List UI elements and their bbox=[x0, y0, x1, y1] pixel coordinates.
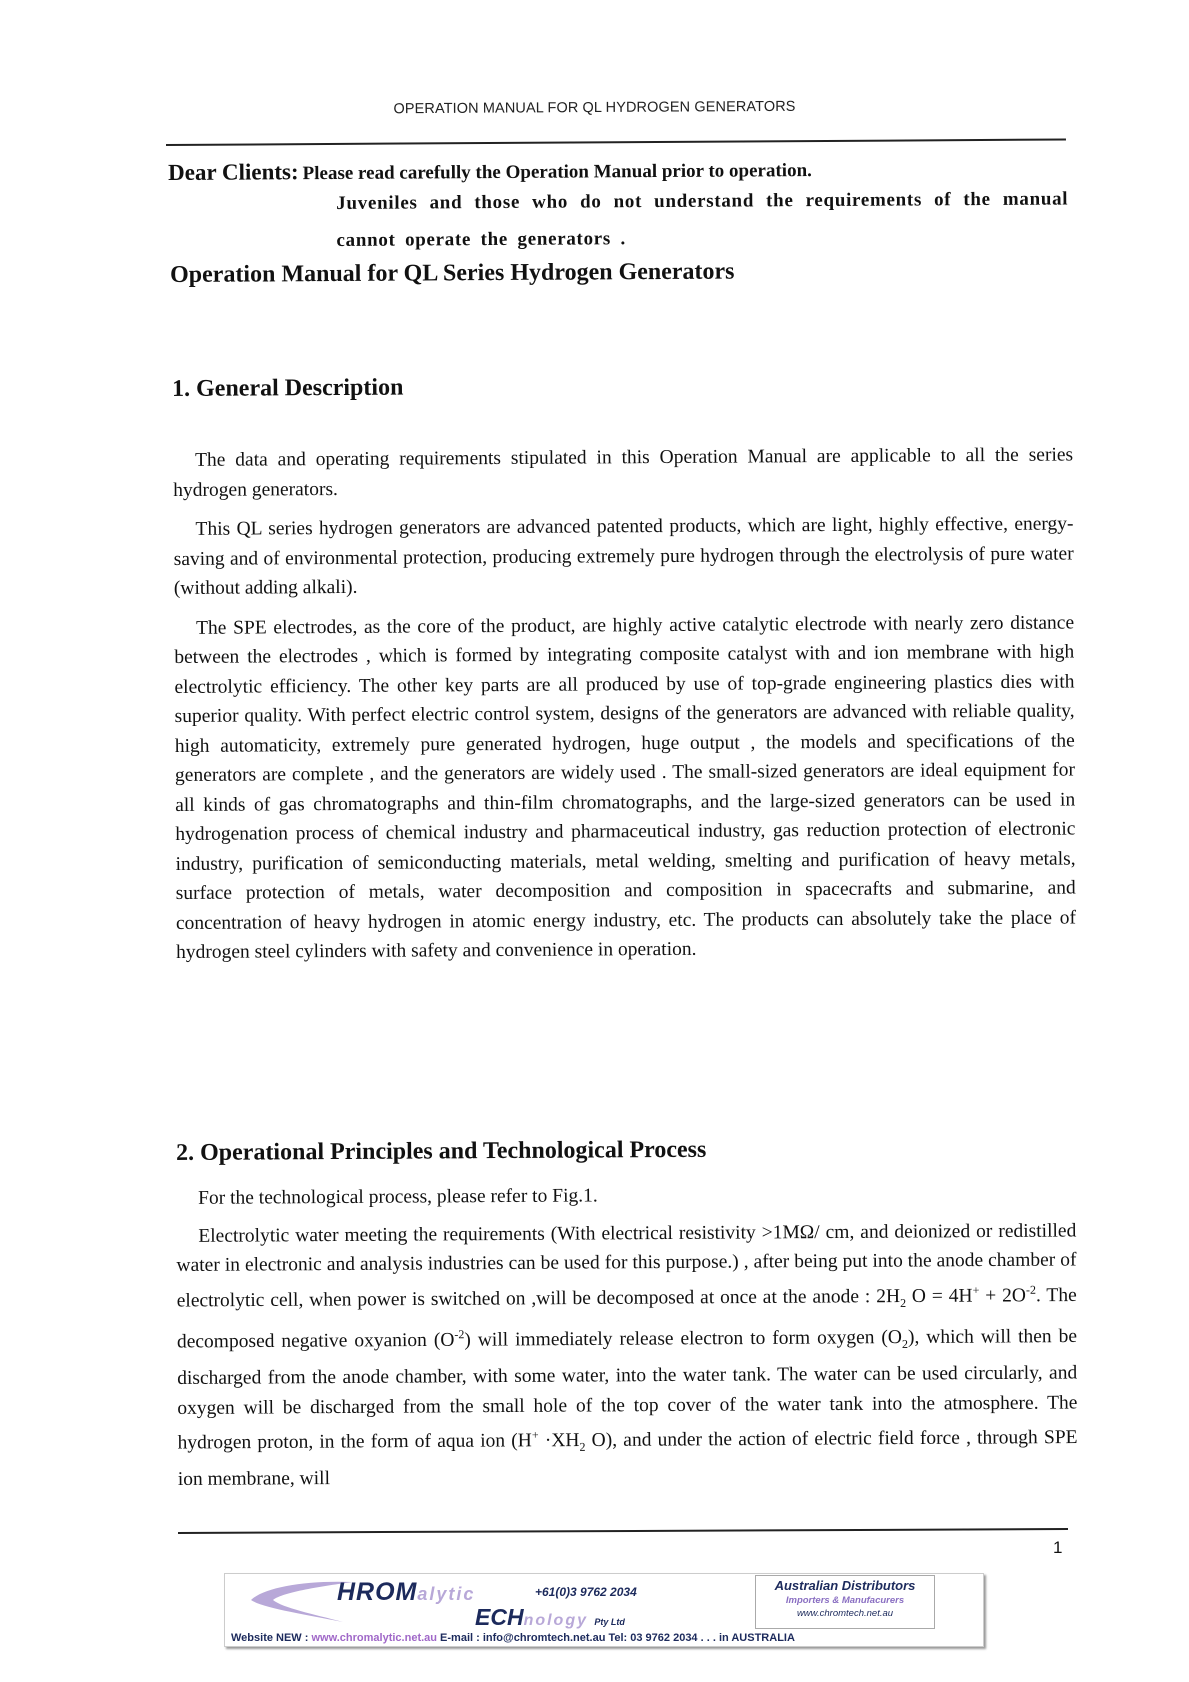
superscript: + bbox=[531, 1428, 539, 1443]
electrolysis-paragraph bbox=[176, 1216, 1078, 1495]
superscript: -2 bbox=[1025, 1282, 1036, 1297]
subscript: 2 bbox=[900, 1295, 907, 1310]
text-run: ), which will then be discharged from the anode chamber, with some water, into the water tank. The water can be used circularly, and oxygen will be discharged from the small hole of the top cover of the water tank into the atmosphere. The hydrogen proton, in the form of aqua ion (H bbox=[177, 1326, 1078, 1454]
notice-line-1: Please read carefully the Operation Manual prior to operation. bbox=[302, 160, 812, 185]
website-link[interactable]: www.chromalytic.net.au bbox=[311, 1632, 437, 1644]
header-divider bbox=[166, 139, 1066, 146]
paragraph: The SPE electrodes, as the core of the product, are highly active catalytic electrode with nearly zero distance between the electrodes , which is formed by integrating composite catalyst with and ion membrane with high electrolytic efficiency. The other key parts are all produced by use of top-grade engineering plastics dies with superior quality. With perfect electric control system, designs of the generators are advanced with reliable quality, high automaticity, extremely pure generated hydrogen, huge output , the models and specifications of the generators are complete , and the generators are widely used . The small-sized generators are ideal equipment for all kinds of gas chromatographs and thin-film chromatographs, and the large-sized generators can be used in hydrogenation process of chemical industry and pharmaceutical industry, gas reduction protection of electronic industry, purification of semiconducting materials, metal welding, smelting and purification of heavy metals, surface protection of metals, water decomposition and composition in spacecrafts and submarine, and concentration of heavy hydrogen in atomic energy industry, etc. The products can absolutely take the place of hydrogen steel cylinders with safety and convenience in operation. bbox=[174, 611, 1076, 963]
document-title: Operation Manual for QL Series Hydrogen Generators bbox=[170, 258, 735, 288]
text-run: O = 4H bbox=[905, 1285, 973, 1307]
section-1-body bbox=[173, 441, 1076, 978]
distributor-banner bbox=[224, 1573, 984, 1647]
logo-text-light: alytic bbox=[417, 1584, 476, 1604]
distributor-subtitle: Importers & Manufacurers bbox=[785, 1595, 905, 1606]
superscript: -2 bbox=[454, 1327, 465, 1342]
text-run: Electrolytic water meeting the requirements (With electrical resistivity >1MΩ/ cm, and deionized or redistilled water in electronic and analysis industries can be used for this purpose.) , after being put into the anode chamber of electrolytic cell, when power is switched on ,will be decomposed at once at the anode : 2H bbox=[176, 1220, 1077, 1311]
paragraph: For the technological process, please refer to Fig.1. bbox=[198, 1185, 598, 1209]
paragraph: The data and operating requirements stipulated in this Operation Manual are applicable to all the series hydrogen generators. bbox=[173, 444, 1074, 501]
page-number: 1 bbox=[1053, 1538, 1063, 1557]
subscript: 2 bbox=[901, 1337, 909, 1352]
distributor-title: Australian Distributors bbox=[774, 1578, 916, 1593]
section-2-body bbox=[176, 1179, 1078, 1503]
notice-line-2: Juveniles and those who do not understand the requirements of the manual cannot operate the generators . bbox=[336, 188, 1069, 251]
brand-logo-top bbox=[337, 1578, 475, 1607]
footer-divider bbox=[178, 1528, 1068, 1534]
distributor-box bbox=[755, 1575, 935, 1629]
text-run: . The decomposed negative oxyanion (O bbox=[176, 1284, 1077, 1353]
notice-block bbox=[168, 155, 1069, 260]
logo-text: ECH bbox=[475, 1604, 524, 1630]
banner-phone: +61(0)3 9762 2034 bbox=[535, 1585, 637, 1599]
running-header: OPERATION MANUAL FOR QL HYDROGEN GENERATORS bbox=[393, 98, 796, 118]
logo-text-light: nology bbox=[523, 1612, 588, 1629]
section-2-heading: 2. Operational Principles and Technological Process bbox=[176, 1136, 707, 1166]
contact-details: E-mail : info@chromtech.net.au Tel: 03 9762 2034 . . . in AUSTRALIA bbox=[437, 1632, 795, 1644]
text-run: + 2O bbox=[979, 1284, 1027, 1307]
text-run: ) will immediately release electron to form oxygen (O bbox=[464, 1327, 903, 1352]
notice-label: Dear Clients: bbox=[168, 159, 299, 185]
subscript: 2 bbox=[579, 1440, 586, 1455]
section-1-heading: 1. General Description bbox=[172, 374, 404, 402]
distributor-url[interactable]: www.chromtech.net.au bbox=[796, 1608, 894, 1619]
paragraph: This QL series hydrogen generators are advanced patented products, which are light, highly effective, energy-saving and of environmental protection, producing extremely pure hydrogen through the electrolysis of pure water (without adding alkali). bbox=[173, 513, 1074, 599]
logo-pty: Pty Ltd bbox=[594, 1617, 625, 1627]
text-run: ·XH bbox=[538, 1430, 580, 1452]
superscript: + bbox=[972, 1282, 980, 1297]
logo-text: HROM bbox=[337, 1578, 418, 1606]
text-run: O), and under the action of electric field force , through SPE ion membrane, will bbox=[177, 1427, 1078, 1491]
brand-logo-bottom bbox=[475, 1604, 625, 1631]
contact-line bbox=[231, 1632, 795, 1644]
contact-prefix: Website NEW : bbox=[231, 1632, 312, 1644]
